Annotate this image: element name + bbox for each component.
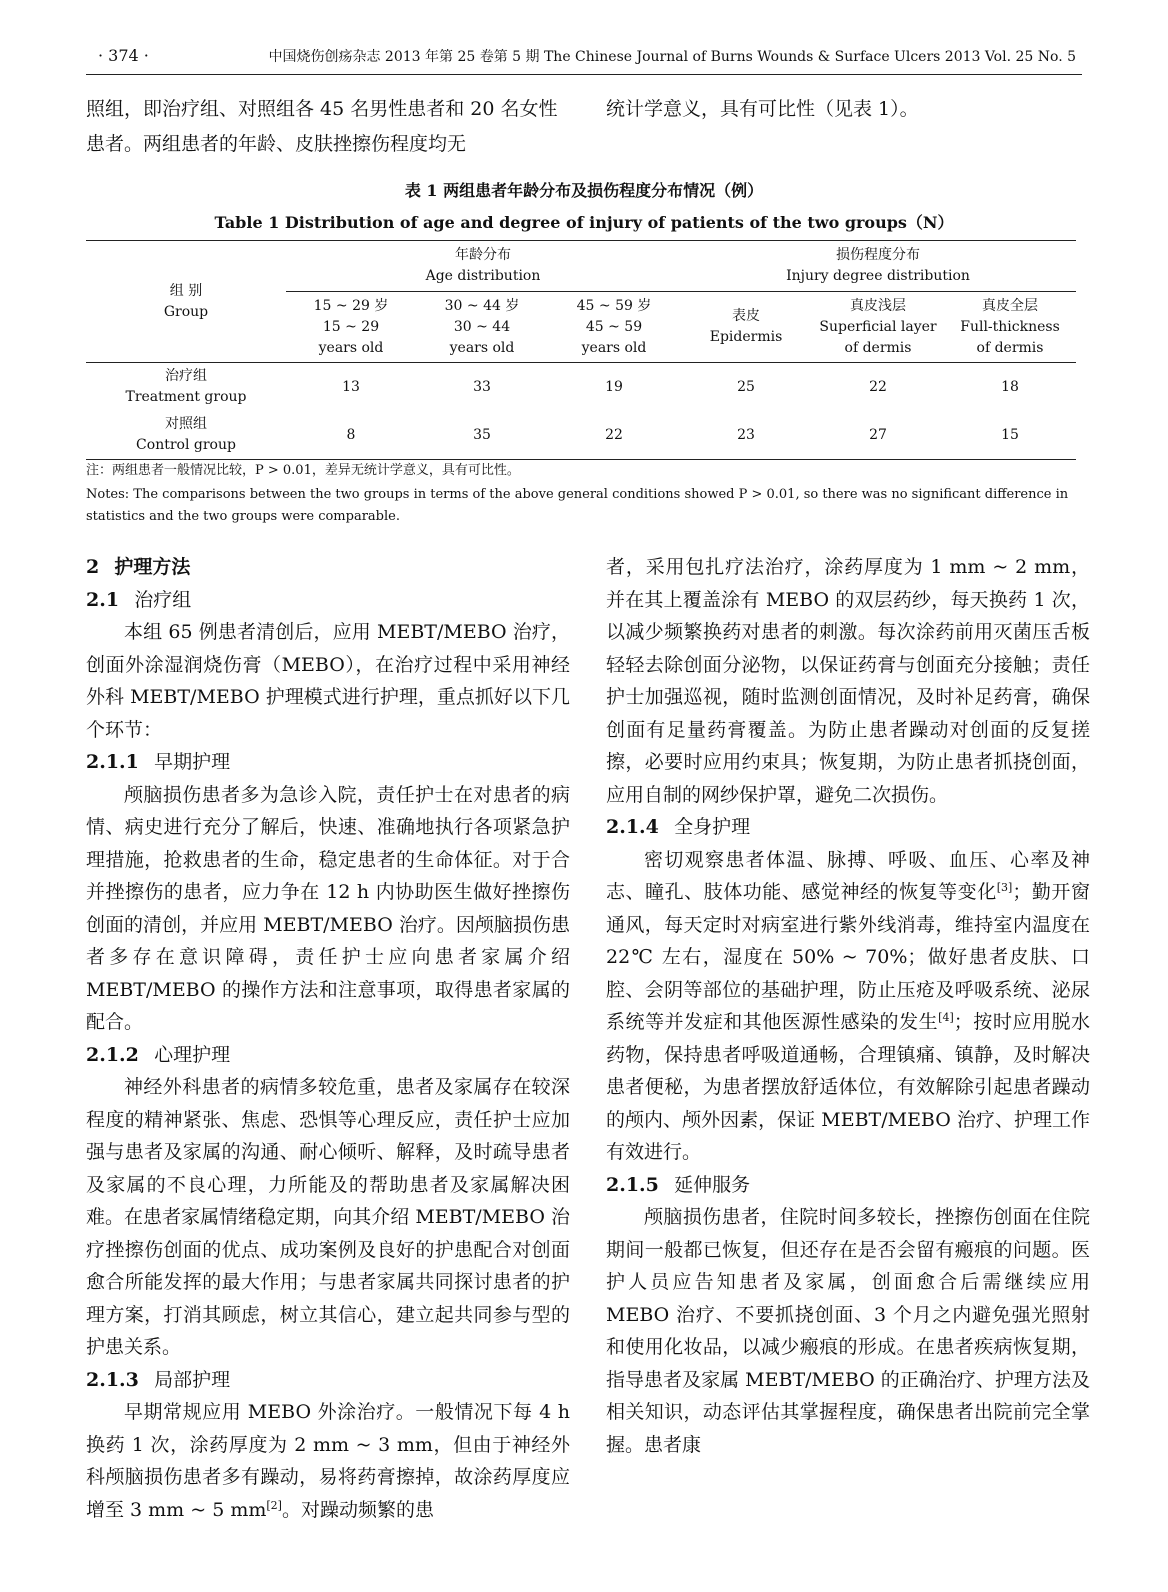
row-label: 对照组 Control group: [86, 411, 286, 460]
table-cell: 13: [342, 378, 360, 395]
citation: [4]: [938, 1011, 954, 1024]
header-superficial-dermis: 真皮浅层 Superficial layer of dermis: [812, 292, 944, 363]
table-caption-en: Table 1 Distribution of age and degree of injury of patients of the two groups（N）: [214, 213, 954, 232]
header-age-30-44: 30 ~ 44 岁 30 ~ 44 years old: [416, 292, 548, 363]
table-cell: 27: [812, 411, 944, 460]
header-age-15-29: 15 ~ 29 岁 15 ~ 29 years old: [286, 292, 416, 363]
table-row: [86, 363, 1076, 412]
table-cell: 18: [1001, 378, 1019, 395]
table-cell: 22: [548, 411, 680, 460]
subsection-heading: 2.1.4 全身护理: [606, 816, 751, 838]
citation: [3]: [996, 881, 1013, 894]
table-cell: 8: [286, 411, 416, 460]
table-row: [86, 411, 1076, 460]
subsection-heading: 2.1.3 局部护理: [86, 1368, 231, 1391]
header-full-dermis: 真皮全层 Full-thickness of dermis: [944, 292, 1076, 363]
table-cell: 19: [605, 378, 623, 395]
paragraph: 神经外科患者的病情多较危重，患者及家属存在较深程度的精神紧张、焦虑、恐惧等心理反应，责任护士应加强与患者及家属的沟通、耐心倾听、解释，及时疏导患者及家属的不良心理，力所能及的帮助患者及家属解决困难。在患者家属情绪稳定期，向其介绍 MEBT/MEBO 治疗挫擦伤创面的优点、成功案例及良好的护患配合对创面愈合所能发挥的最大作用；与患者家属共同探讨患者的护理方案，打消其顾虑，树立其信心，建立起共同参与型的护患关系。: [86, 1076, 570, 1358]
intro-left: 照组，即治疗组、对照组各 45 名男性患者和 20 名女性患者。两组患者的年龄、皮肤挫擦伤程度均无: [86, 98, 558, 155]
header-group: 组 别 Group: [86, 241, 286, 363]
table-caption-cn: 表 1 两组患者年龄分布及损伤程度分布情况（例）: [404, 181, 764, 200]
paragraph: 颅脑损伤患者多为急诊入院，责任护士在对患者的病情、病史进行充分了解后，快速、准确地执行各项紧急护理措施，抢救患者的生命，稳定患者的生命体征。对于合并挫擦伤的患者，应力争在 12 h 内协助医生做好挫擦伤创面的清创，并应用 MEBT/MEBO 治疗。因颅脑损伤患者多存在意识障碍，责任护士应向患者家属介绍 MEBT/MEBO 的操作方法和注意事项，取得患者家属的配合。: [86, 783, 570, 1033]
paragraph: 本组 65 例患者清创后，应用 MEBT/MEBO 治疗，创面外涂湿润烧伤膏（MEBO），在治疗过程中采用神经外科 MEBT/MEBO 护理模式进行护理，重点抓好以下几个环节：: [86, 621, 570, 741]
header-rule: [86, 74, 1082, 75]
paragraph: 早期常规应用 MEBO 外涂治疗。一般情况下每 4 h 换药 1 次，涂药厚度为 2 mm ~ 3 mm，但由于神经外科颅脑损伤患者多有躁动，易将药膏擦掉，故涂药厚度应增至 3 mm ~ 5 mm[2]。对躁动频繁的患: [86, 1401, 570, 1521]
header-epidermis: 表皮 Epidermis: [680, 292, 812, 363]
header-age-45-59: 45 ~ 59 岁 45 ~ 59 years old: [548, 292, 680, 363]
row-label: 治疗组 Treatment group: [125, 368, 247, 405]
table-note-en: Notes: The comparisons between the two groups in terms of the above general conditions showed P > 0.01, so there was no significant difference in statistics and the two groups were comparable.: [86, 487, 1069, 524]
paragraph: 者，采用包扎疗法治疗，涂药厚度为 1 mm ~ 2 mm，并在其上覆盖涂有 MEBO 的双层药纱，每天换药 1 次，以减少频繁换药对患者的刺激。每次涂药前用灭菌压舌板轻轻去除创面分泌物，以保证药膏与创面充分接触；责任护士加强巡视，随时监测创面情况，及时补足药膏，确保创面有足量药膏覆盖。为防止患者躁动对创面的反复搓擦，必要时应用约束具；恢复期，为防止患者抓挠创面，应用自制的网纱保护罩，避免二次损伤。: [606, 556, 1090, 806]
header-age: 年龄分布 Age distribution: [286, 241, 680, 292]
journal-title: 中国烧伤创疡杂志 2013 年第 25 卷第 5 期 The Chinese Journal of Burns Wounds & Surface Ulcers 2013 Vol. 25 No. 5: [268, 49, 1076, 65]
subsection-heading: 2.1 治疗组: [86, 588, 192, 611]
running-header: [98, 46, 1076, 74]
table-cell: 25: [737, 378, 755, 395]
subsection-heading: 2.1.1 早期护理: [86, 751, 231, 773]
table-1: [86, 240, 1076, 460]
subsection-heading: 2.1.5 延伸服务: [606, 1173, 751, 1196]
table-note-cn: 注：两组患者一般情况比较，P > 0.01，差异无统计学意义，具有可比性。: [86, 463, 520, 478]
citation: [2]: [266, 1498, 282, 1512]
subsection-heading: 2.1.2 心理护理: [86, 1043, 231, 1066]
table-cell: 35: [416, 411, 548, 460]
table-cell: 22: [869, 378, 887, 395]
body-column-left: [86, 551, 570, 1526]
table-cell: 15: [944, 411, 1076, 460]
page-number: · 374 ·: [98, 46, 149, 65]
body-column-right: [606, 551, 1090, 1461]
intro-right: 统计学意义，具有可比性（见表 1）。: [606, 98, 919, 120]
section-heading: 2 护理方法: [86, 556, 191, 578]
table-cell: 23: [680, 411, 812, 460]
paragraph: 颅脑损伤患者，住院时间多较长，挫擦伤创面在住院期间一般都已恢复，但还存在是否会留有瘢痕的问题。医护人员应告知患者及家属，创面愈合后需继续应用 MEBO 治疗、不要抓挠创面、3 个月之内避免强光照射和使用化妆品，以减少瘢痕的形成。在患者疾病恢复期，指导患者及家属 MEBT/MEBO 的正确治疗、护理方法及相关知识，动态评估其掌握程度，确保患者出院前完全掌握。患者康: [606, 1206, 1090, 1456]
paragraph: 密切观察患者体温、脉搏、呼吸、血压、心率及神志、瞳孔、肢体功能、感觉神经的恢复等变化[3]；勤开窗通风，每天定时对病室进行紫外线消毒，维持室内温度在 22℃ 左右，湿度在 50% ~ 70%；做好患者皮肤、口腔、会阴等部位的基础护理，防止压疮及呼吸系统、泌尿系统等并发症和其他医源性感染的发生[4]；按时应用脱水药物，保持患者呼吸道通畅，合理镇痛、镇静，及时解决患者便秘，为患者摆放舒适体位，有效解除引起患者躁动的颅内、颅外因素，保证 MEBT/MEBO 治疗、护理工作有效进行。: [606, 848, 1090, 1163]
table-cell: 33: [473, 378, 491, 395]
header-injury: 损伤程度分布 Injury degree distribution: [680, 241, 1076, 292]
